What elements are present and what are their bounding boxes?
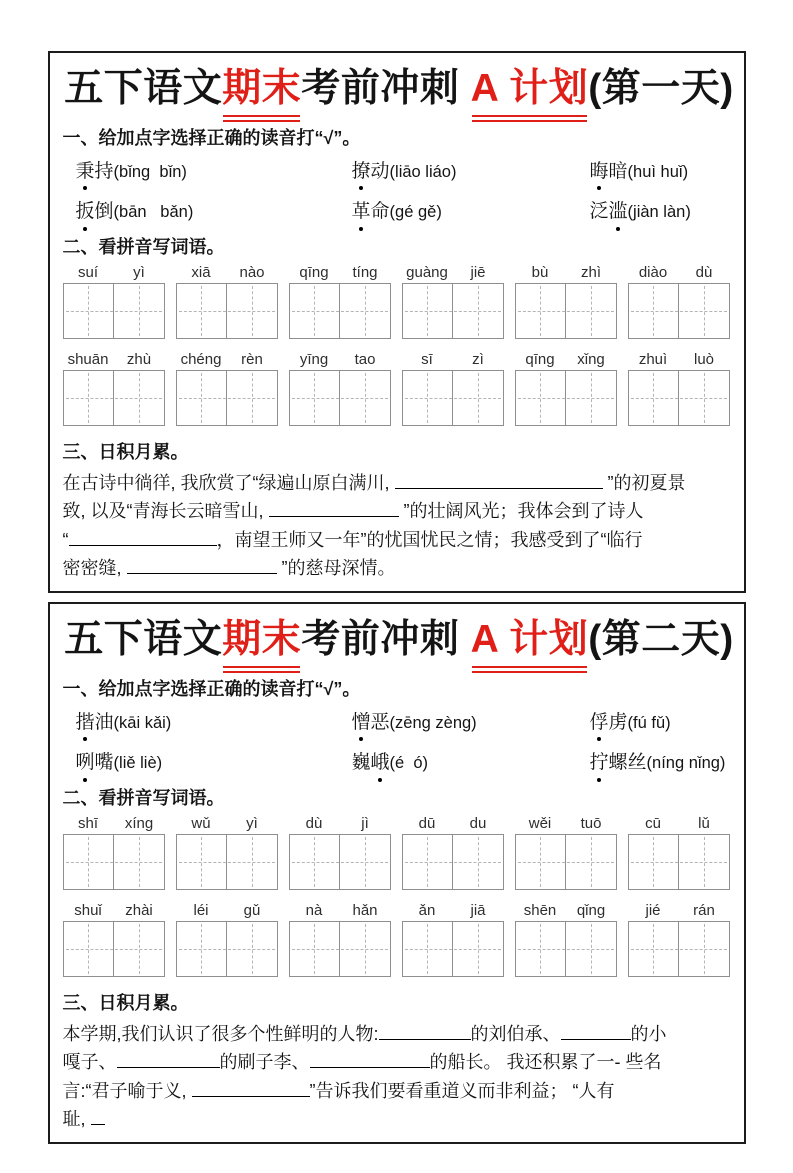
pinyin-options[interactable]: (níng nǐng): [646, 754, 726, 773]
pinyin-syllable: zhuì: [638, 350, 668, 368]
grid-cell[interactable]: [516, 284, 566, 338]
pinyin-word-unit: [289, 815, 391, 890]
pinyin-label: [402, 815, 504, 832]
pinyin-syllable: xíng: [124, 814, 154, 832]
pinyin-syllable: dū: [418, 814, 436, 832]
pinyin-word-unit: [515, 264, 617, 339]
pinyin-syllable: hǎn: [352, 901, 378, 919]
word-pronunciation-item[interactable]: [76, 709, 352, 737]
grid-cell[interactable]: [226, 835, 277, 889]
grid-cell[interactable]: [339, 284, 390, 338]
writing-grid[interactable]: [176, 834, 278, 890]
pinyin-options[interactable]: (fú fǔ): [627, 713, 671, 732]
grid-cell[interactable]: [339, 835, 390, 889]
writing-grid[interactable]: [402, 370, 504, 426]
word-character: 倒: [94, 201, 114, 223]
grid-cell[interactable]: [403, 371, 453, 425]
pinyin-syllable: suí: [77, 263, 98, 281]
dotted-character: 揩: [76, 709, 95, 737]
pinyin-options[interactable]: (zēng zèng): [389, 713, 477, 732]
cloze-text: 言:“君子喻于义,: [62, 1080, 192, 1101]
cloze-text: 在古诗中徜徉, 我欣赏了“绿遍山原白满川,: [62, 472, 395, 493]
title-text: (第一天): [588, 67, 734, 110]
target-word: [76, 161, 114, 182]
grid-cell[interactable]: [226, 284, 277, 338]
dotted-character: 革: [352, 198, 371, 226]
pinyin-syllable: diào: [638, 263, 668, 281]
pinyin-syllable: rèn: [241, 350, 263, 368]
target-word: [590, 752, 647, 773]
pinyin-word-unit: [176, 351, 278, 426]
word-character: 恶: [370, 711, 390, 733]
pinyin-options[interactable]: (bān bǎn): [113, 203, 194, 222]
dotted-character: 拧: [590, 749, 609, 777]
pinyin-syllable: dù: [305, 814, 323, 832]
writing-grid[interactable]: [63, 283, 165, 339]
word-character: 巍: [351, 752, 371, 774]
section2-heading: 二、看拼音写词语。: [62, 787, 225, 808]
word-character: 动: [370, 160, 390, 182]
grid-cell[interactable]: [64, 371, 114, 425]
target-word: [76, 201, 114, 222]
cloze-line: [63, 1048, 736, 1077]
dotted-character: 峨: [371, 749, 390, 777]
pinyin-syllable: léi: [193, 901, 209, 919]
pinyin-syllable: luò: [693, 350, 715, 368]
dotted-character: 晦: [590, 158, 609, 186]
pinyin-options[interactable]: (jiàn làn): [627, 203, 691, 222]
word-character: 嘴: [94, 752, 114, 774]
grid-cell[interactable]: [226, 371, 277, 425]
pinyin-syllable: shuǐ: [74, 901, 102, 919]
pinyin-syllable: nà: [305, 901, 323, 919]
pinyin-syllable: xiā: [191, 263, 211, 281]
pinyin-syllable: yì: [133, 263, 145, 281]
writing-grid[interactable]: [515, 834, 617, 890]
grid-cell[interactable]: [565, 371, 616, 425]
title-text: 考前冲刺: [301, 617, 471, 661]
cloze-text: 的刘伯承、: [470, 1023, 561, 1044]
word-pronunciation-item[interactable]: [76, 158, 352, 186]
pinyin-syllable: jì: [361, 814, 369, 832]
pinyin-word-unit: [289, 902, 391, 977]
writing-grid[interactable]: [289, 921, 391, 977]
cloze-passage: [63, 469, 736, 583]
word-pronunciation-item[interactable]: [76, 198, 352, 226]
pinyin-syllable: jiē: [470, 263, 486, 281]
grid-cell[interactable]: [64, 835, 114, 889]
pinyin-word-unit: [63, 264, 165, 339]
pinyin-syllable: tíng: [352, 263, 378, 281]
writing-grid[interactable]: [515, 283, 617, 339]
grid-cell[interactable]: [565, 922, 616, 976]
cloze-line: [63, 1077, 736, 1106]
pinyin-grid-row: [63, 902, 736, 977]
writing-grid[interactable]: [289, 283, 391, 339]
grid-cell[interactable]: [629, 835, 679, 889]
worksheet-page: [0, 51, 793, 1144]
pinyin-label: [402, 351, 504, 368]
word-pronunciation-item[interactable]: [590, 158, 736, 186]
section3-heading: 三、日积月累。: [62, 441, 189, 462]
word-character: 暗: [608, 160, 628, 182]
word-character: 丝: [627, 752, 647, 774]
grid-cell[interactable]: [290, 284, 340, 338]
pinyin-label: [63, 815, 165, 832]
target-word: [352, 201, 390, 222]
pinyin-word-unit: [176, 815, 278, 890]
pinyin-label: [63, 264, 165, 281]
title-text: 五下语文: [64, 617, 223, 661]
writing-grid[interactable]: [402, 921, 504, 977]
pinyin-label: [289, 902, 391, 919]
pinyin-syllable: shēn: [523, 901, 557, 919]
writing-grid[interactable]: [63, 834, 165, 890]
grid-cell[interactable]: [678, 284, 729, 338]
pinyin-syllable: yì: [246, 814, 258, 832]
title-highlight: A 计划: [471, 65, 589, 114]
dotted-character: 滥: [609, 198, 628, 226]
pinyin-word-unit: [402, 264, 504, 339]
pinyin-label: [63, 902, 165, 919]
pinyin-label: [63, 351, 165, 368]
cloze-text: 的刷子李、: [219, 1052, 310, 1073]
target-word: [76, 752, 114, 773]
pinyin-label: [176, 351, 278, 368]
cloze-text: 本学期,我们认识了很多个性鲜明的人物:: [62, 1023, 379, 1044]
grid-cell[interactable]: [113, 835, 164, 889]
pinyin-syllable: zhù: [126, 350, 152, 368]
answer-blank[interactable]: [91, 1108, 105, 1125]
grid-cell[interactable]: [113, 371, 164, 425]
pinyin-syllable: rán: [693, 901, 715, 919]
section2-heading: 二、看拼音写词语。: [62, 236, 225, 257]
pinyin-label: [515, 815, 617, 832]
pinyin-word-unit: [402, 351, 504, 426]
grid-cell[interactable]: [452, 371, 503, 425]
cloze-text: 嘎子、: [62, 1052, 117, 1073]
grid-cell[interactable]: [177, 835, 227, 889]
writing-grid[interactable]: [63, 370, 165, 426]
pinyin-syllable: yīng: [299, 350, 329, 368]
grid-cell[interactable]: [403, 922, 453, 976]
cloze-text: 致, 以及“青海长云暗雪山,: [62, 501, 269, 522]
pinyin-syllable: wěi: [528, 814, 552, 832]
writing-grid[interactable]: [628, 370, 730, 426]
pinyin-word-unit: [63, 815, 165, 890]
pinyin-grid-row: [63, 815, 736, 890]
pinyin-label: [628, 902, 730, 919]
cloze-line: [63, 469, 736, 498]
word-pronunciation-item[interactable]: [590, 198, 736, 226]
pinyin-word-unit: [515, 351, 617, 426]
target-word: [352, 752, 390, 773]
target-word: [76, 712, 114, 733]
cloze-text: 密密缝,: [62, 558, 127, 579]
grid-cell[interactable]: [226, 922, 277, 976]
grid-cell[interactable]: [339, 371, 390, 425]
pinyin-syllable: tuō: [580, 814, 602, 832]
section1-heading: 一、给加点字选择正确的读音打“√”。: [62, 678, 361, 699]
pinyin-word-unit: [515, 815, 617, 890]
dotted-character: 撩: [352, 158, 371, 186]
word-pronunciation-item[interactable]: [352, 198, 590, 226]
writing-grid[interactable]: [289, 834, 391, 890]
grid-cell[interactable]: [113, 922, 164, 976]
grid-cell[interactable]: [452, 922, 503, 976]
pinyin-word-unit: [628, 902, 730, 977]
target-word: [590, 712, 628, 733]
pinyin-syllable: chéng: [180, 350, 222, 368]
grid-cell[interactable]: [516, 835, 566, 889]
pinyin-label: [289, 351, 391, 368]
cloze-line: [63, 1020, 736, 1049]
answer-blank[interactable]: [561, 1023, 631, 1040]
pinyin-syllable: wǔ: [191, 814, 211, 832]
pinyin-syllable: ǎn: [418, 901, 436, 919]
pinyin-label: [515, 902, 617, 919]
pinyin-syllable: du: [469, 814, 487, 832]
pinyin-syllable: zhài: [125, 901, 153, 919]
dotted-character: 扳: [76, 198, 95, 226]
cloze-text: 耻,: [62, 1109, 91, 1130]
grid-cell[interactable]: [678, 371, 729, 425]
section3-heading: 三、日积月累。: [62, 992, 189, 1013]
pinyin-syllable: qīng: [299, 263, 329, 281]
pinyin-syllable: zì: [472, 350, 484, 368]
worksheet-panel-day1: [48, 51, 746, 593]
grid-cell[interactable]: [177, 284, 227, 338]
pinyin-options[interactable]: (bǐng bǐn): [113, 162, 187, 181]
pinyin-label: [628, 815, 730, 832]
grid-cell[interactable]: [290, 922, 340, 976]
word-pronunciation-item[interactable]: [352, 709, 590, 737]
pinyin-word-unit: [63, 351, 165, 426]
word-character: 持: [94, 160, 114, 182]
pinyin-syllable: jiā: [470, 901, 486, 919]
page-title: [63, 616, 736, 665]
grid-cell[interactable]: [629, 922, 679, 976]
pinyin-word-unit: [289, 351, 391, 426]
pinyin-syllable: nào: [239, 263, 265, 281]
word-character: 命: [370, 201, 390, 223]
pinyin-word-unit: [628, 264, 730, 339]
writing-grid[interactable]: [402, 834, 504, 890]
grid-cell[interactable]: [64, 284, 114, 338]
grid-cell[interactable]: [113, 284, 164, 338]
cloze-text: 的小: [630, 1023, 667, 1044]
pinyin-options[interactable]: (é ó): [389, 754, 429, 773]
page-title: [63, 65, 736, 114]
pinyin-label: [402, 264, 504, 281]
answer-blank[interactable]: [127, 557, 277, 574]
writing-grid[interactable]: [289, 370, 391, 426]
cloze-line: [63, 497, 736, 526]
pinyin-syllable: sī: [421, 350, 433, 368]
answer-blank[interactable]: [269, 500, 399, 517]
writing-grid[interactable]: [176, 370, 278, 426]
grid-cell[interactable]: [290, 371, 340, 425]
pinyin-word-unit: [402, 815, 504, 890]
grid-cell[interactable]: [403, 835, 453, 889]
title-highlight: A 计划: [471, 616, 589, 665]
writing-grid[interactable]: [628, 921, 730, 977]
pinyin-syllable: xǐng: [577, 350, 605, 368]
grid-cell[interactable]: [290, 835, 340, 889]
dotted-character: 憎: [352, 709, 371, 737]
word-pronunciation-item[interactable]: [76, 749, 352, 777]
pinyin-word-unit: [176, 264, 278, 339]
cloze-line: [63, 526, 736, 555]
pinyin-syllable: dù: [695, 263, 713, 281]
grid-cell[interactable]: [452, 835, 503, 889]
word-character: 虏: [608, 711, 628, 733]
grid-cell[interactable]: [629, 284, 679, 338]
pinyin-syllable: bù: [531, 263, 549, 281]
writing-grid[interactable]: [402, 283, 504, 339]
word-pronunciation-item[interactable]: [352, 749, 590, 777]
pinyin-syllable: tao: [354, 350, 376, 368]
cloze-text: ”告诉我们要看重道义而非利益； “人有: [309, 1080, 615, 1101]
pinyin-word-unit: [289, 264, 391, 339]
cloze-text: ，南望王师又一年”的忧国忧民之情；我感受到了“临行: [216, 529, 643, 550]
writing-grid[interactable]: [176, 283, 278, 339]
pinyin-word-unit: [402, 902, 504, 977]
section1-heading: 一、给加点字选择正确的读音打“√”。: [62, 127, 361, 148]
pinyin-label: [628, 351, 730, 368]
word-pronunciation-item[interactable]: [352, 158, 590, 186]
pinyin-grid-row: [63, 351, 736, 426]
pinyin-syllable: gǔ: [243, 901, 261, 919]
cloze-text: 的船长。 我还积累了一- 些名: [429, 1052, 662, 1073]
pinyin-syllable: guàng: [406, 263, 448, 281]
dotted-character: 秉: [76, 158, 95, 186]
pinyin-syllable: lǔ: [698, 814, 710, 832]
cloze-line: [63, 554, 736, 583]
grid-cell[interactable]: [678, 835, 729, 889]
answer-blank[interactable]: [117, 1051, 220, 1068]
pinyin-label: [289, 264, 391, 281]
grid-cell[interactable]: [403, 284, 453, 338]
grid-cell[interactable]: [678, 922, 729, 976]
pronunciation-grid: [63, 158, 736, 226]
writing-grid[interactable]: [63, 921, 165, 977]
writing-grid[interactable]: [628, 834, 730, 890]
dotted-character: 咧: [76, 749, 95, 777]
grid-cell[interactable]: [452, 284, 503, 338]
cloze-text: ”的壮阔风光；我体会到了诗人: [398, 501, 644, 522]
pinyin-syllable: shī: [77, 814, 98, 832]
pinyin-options[interactable]: (huì huǐ): [627, 162, 689, 181]
answer-blank[interactable]: [192, 1080, 310, 1097]
title-highlight: 期末: [222, 65, 301, 114]
pinyin-word-unit: [515, 902, 617, 977]
pinyin-options[interactable]: (kāi kǎi): [113, 713, 172, 732]
grid-cell[interactable]: [177, 371, 227, 425]
pinyin-word-unit: [628, 815, 730, 890]
word-character: 油: [94, 711, 114, 733]
writing-grid[interactable]: [515, 921, 617, 977]
cloze-text: “: [62, 529, 69, 550]
pinyin-syllable: zhì: [580, 263, 601, 281]
pronunciation-grid: [63, 709, 736, 777]
pinyin-label: [628, 264, 730, 281]
worksheet-panel-day2: [48, 602, 746, 1144]
title-highlight: 期末: [222, 616, 301, 665]
grid-cell[interactable]: [565, 835, 616, 889]
pinyin-word-unit: [176, 902, 278, 977]
target-word: [352, 712, 390, 733]
target-word: [590, 201, 628, 222]
grid-cell[interactable]: [177, 922, 227, 976]
pinyin-options[interactable]: (liāo liáo): [389, 162, 457, 181]
dotted-character: 俘: [590, 709, 609, 737]
pinyin-word-unit: [63, 902, 165, 977]
title-text: 五下语文: [64, 67, 223, 110]
cloze-text: ”的慈母深情。: [276, 558, 396, 579]
pinyin-label: [176, 902, 278, 919]
pinyin-label: [402, 902, 504, 919]
pinyin-word-unit: [628, 351, 730, 426]
cloze-passage: [63, 1020, 736, 1134]
answer-blank[interactable]: [310, 1051, 430, 1068]
word-character: 泛: [589, 201, 609, 223]
pinyin-label: [289, 815, 391, 832]
pinyin-syllable: qǐng: [576, 901, 606, 919]
pinyin-options[interactable]: (gé gě): [389, 203, 442, 222]
answer-blank[interactable]: [395, 472, 603, 489]
grid-cell[interactable]: [64, 922, 114, 976]
pinyin-syllable: cū: [645, 814, 661, 832]
writing-grid[interactable]: [628, 283, 730, 339]
title-text: (第二天): [588, 617, 734, 661]
cloze-text: ”的初夏景: [602, 472, 686, 493]
grid-cell[interactable]: [629, 371, 679, 425]
target-word: [352, 161, 390, 182]
answer-blank[interactable]: [69, 529, 217, 546]
grid-cell[interactable]: [565, 284, 616, 338]
pinyin-label: [176, 815, 278, 832]
grid-cell[interactable]: [516, 922, 566, 976]
pinyin-syllable: qīng: [525, 350, 555, 368]
pinyin-label: [176, 264, 278, 281]
answer-blank[interactable]: [379, 1023, 471, 1040]
grid-cell[interactable]: [339, 922, 390, 976]
title-text: 考前冲刺: [301, 67, 471, 110]
word-pronunciation-item[interactable]: [590, 749, 736, 777]
pinyin-label: [515, 264, 617, 281]
pinyin-options[interactable]: (liě liè): [113, 754, 163, 773]
word-pronunciation-item[interactable]: [590, 709, 736, 737]
pinyin-syllable: jié: [645, 901, 661, 919]
target-word: [590, 161, 628, 182]
pinyin-grid-row: [63, 264, 736, 339]
cloze-line: [63, 1105, 736, 1134]
grid-cell[interactable]: [516, 371, 566, 425]
pinyin-syllable: shuān: [67, 350, 109, 368]
writing-grid[interactable]: [515, 370, 617, 426]
pinyin-label: [515, 351, 617, 368]
word-character: 螺: [608, 752, 628, 774]
writing-grid[interactable]: [176, 921, 278, 977]
